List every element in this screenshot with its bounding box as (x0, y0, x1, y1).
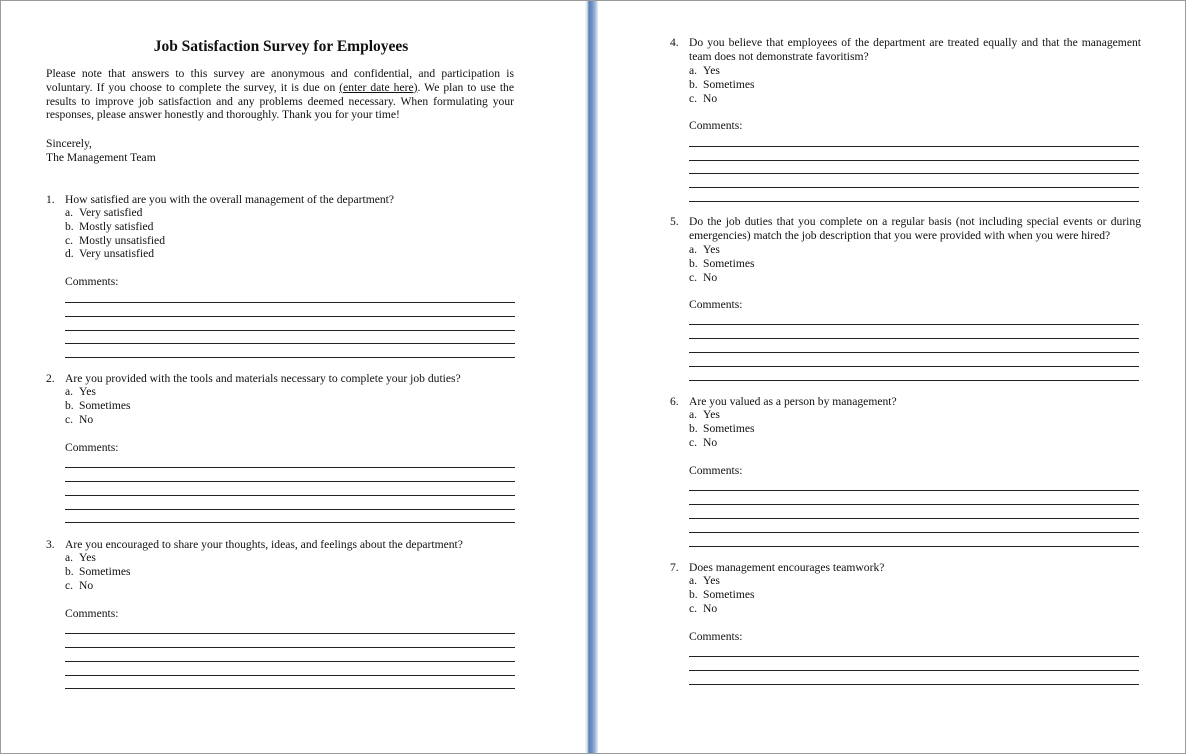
option-b[interactable]: b. Sometimes (65, 564, 131, 578)
question-text: How satisfied are you with the overall management of the department? (65, 193, 395, 206)
comment-line[interactable] (65, 688, 515, 689)
question-number: 2. (46, 372, 55, 385)
option-b[interactable]: b. Mostly satisfied (65, 219, 154, 233)
question-number: 4. (670, 36, 679, 49)
question-text: Are you encouraged to share your thoughts, ideas, and feelings about the department? (65, 538, 463, 551)
signature-text: The Management Team (46, 151, 156, 164)
comment-line[interactable] (689, 546, 1139, 547)
comments-label: Comments: (689, 464, 743, 477)
question-text: Are you provided with the tools and materials necessary to complete your job duties? (65, 372, 461, 385)
comments-label: Comments: (65, 441, 119, 454)
page-left (1, 1, 585, 752)
question-3 (46, 538, 526, 698)
comment-line[interactable] (65, 522, 515, 523)
intro-text-1: Please note that answers to this survey are anonymous and confidential, and participation is voluntary. If you choose to complete the survey, it is due on (46, 67, 514, 94)
intro-text-2: . We plan to use the results to improve job satisfaction and any problems deemed necessary. When formulating your responses, please answer honestly and thoroughly. Thank you for your time! (46, 80, 514, 122)
comment-line[interactable] (65, 343, 515, 344)
question-6 (670, 395, 1150, 555)
option-a[interactable]: a. Yes (689, 408, 720, 421)
question-number: 7. (670, 561, 679, 574)
comment-line[interactable] (65, 467, 515, 468)
comment-line[interactable] (689, 504, 1139, 505)
intro-paragraph (46, 67, 514, 122)
option-c[interactable]: c. No (689, 91, 718, 105)
comments-label: Comments: (65, 607, 119, 620)
option-b[interactable]: b. Sometimes (689, 77, 755, 91)
option-d[interactable]: d. Very unsatisfied (65, 247, 155, 261)
question-text: Does management encourages teamwork? (689, 561, 885, 574)
comment-line[interactable] (65, 647, 515, 648)
question-7 (670, 561, 1150, 691)
option-b[interactable]: b. Sometimes (689, 256, 755, 270)
comments-label: Comments: (689, 630, 743, 643)
due-date-placeholder[interactable]: (enter date here) (339, 80, 418, 94)
question-text: Are you valued as a person by management? (689, 395, 897, 408)
comment-line[interactable] (65, 481, 515, 482)
comment-line[interactable] (65, 675, 515, 676)
comments-label: Comments: (689, 298, 743, 311)
question-5 (670, 215, 1150, 385)
comment-line[interactable] (689, 160, 1139, 161)
question-1 (46, 193, 526, 363)
comments-label: Comments: (689, 119, 743, 132)
comment-line[interactable] (689, 366, 1139, 367)
comment-line[interactable] (65, 633, 515, 634)
comment-line[interactable] (65, 316, 515, 317)
signature-block (46, 137, 156, 165)
comment-line[interactable] (65, 302, 515, 303)
option-list (65, 206, 165, 261)
option-a[interactable]: a. Very satisfied (65, 206, 143, 219)
comment-line[interactable] (689, 532, 1139, 533)
question-number: 6. (670, 395, 679, 408)
option-c[interactable]: c. Mostly unsatisfied (65, 233, 165, 247)
option-c[interactable]: c. No (65, 578, 94, 592)
option-b[interactable]: b. Sometimes (689, 587, 755, 601)
page-gutter (585, 1, 598, 753)
question-number: 5. (670, 215, 679, 228)
option-c[interactable]: c. No (689, 270, 718, 284)
comment-line[interactable] (65, 495, 515, 496)
comment-line[interactable] (689, 324, 1139, 325)
comment-line[interactable] (689, 173, 1139, 174)
question-2 (46, 372, 526, 532)
option-a[interactable]: a. Yes (689, 574, 720, 587)
comment-line[interactable] (65, 661, 515, 662)
comment-line[interactable] (689, 380, 1139, 381)
option-c[interactable]: c. No (65, 412, 94, 426)
question-text: Do the job duties that you complete on a regular basis (not including special events or during emergencies) match the job description that you were provided with when you were hired? (689, 215, 1141, 242)
comments-label: Comments: (65, 275, 119, 288)
page-title: Job Satisfaction Survey for Employees (153, 38, 409, 55)
option-list (65, 551, 131, 592)
option-list (65, 385, 131, 426)
comment-line[interactable] (65, 330, 515, 331)
comment-line[interactable] (689, 352, 1139, 353)
option-list (689, 574, 755, 615)
comment-line[interactable] (689, 656, 1139, 657)
comment-line[interactable] (689, 187, 1139, 188)
comment-line[interactable] (689, 518, 1139, 519)
comment-line[interactable] (689, 490, 1139, 491)
option-list (689, 243, 755, 284)
option-a[interactable]: a. Yes (689, 243, 720, 256)
comment-line[interactable] (65, 509, 515, 510)
option-b[interactable]: b. Sometimes (689, 421, 755, 435)
option-a[interactable]: a. Yes (65, 551, 96, 564)
comment-line[interactable] (689, 684, 1139, 685)
option-c[interactable]: c. No (689, 435, 718, 449)
comment-line[interactable] (689, 146, 1139, 147)
question-text: Do you believe that employees of the department are treated equally and that the management team does not demonstrate favoritism? (689, 36, 1141, 63)
comment-line[interactable] (689, 201, 1139, 202)
option-a[interactable]: a. Yes (689, 64, 720, 77)
option-list (689, 408, 755, 449)
page-right (598, 1, 1184, 752)
option-b[interactable]: b. Sometimes (65, 398, 131, 412)
question-4 (670, 36, 1150, 206)
closing-text: Sincerely, (46, 137, 92, 150)
option-list (689, 64, 755, 105)
comment-line[interactable] (65, 357, 515, 358)
comment-line[interactable] (689, 670, 1139, 671)
option-a[interactable]: a. Yes (65, 385, 96, 398)
comment-line[interactable] (689, 338, 1139, 339)
question-number: 1. (46, 193, 55, 206)
question-number: 3. (46, 538, 55, 551)
option-c[interactable]: c. No (689, 601, 718, 615)
